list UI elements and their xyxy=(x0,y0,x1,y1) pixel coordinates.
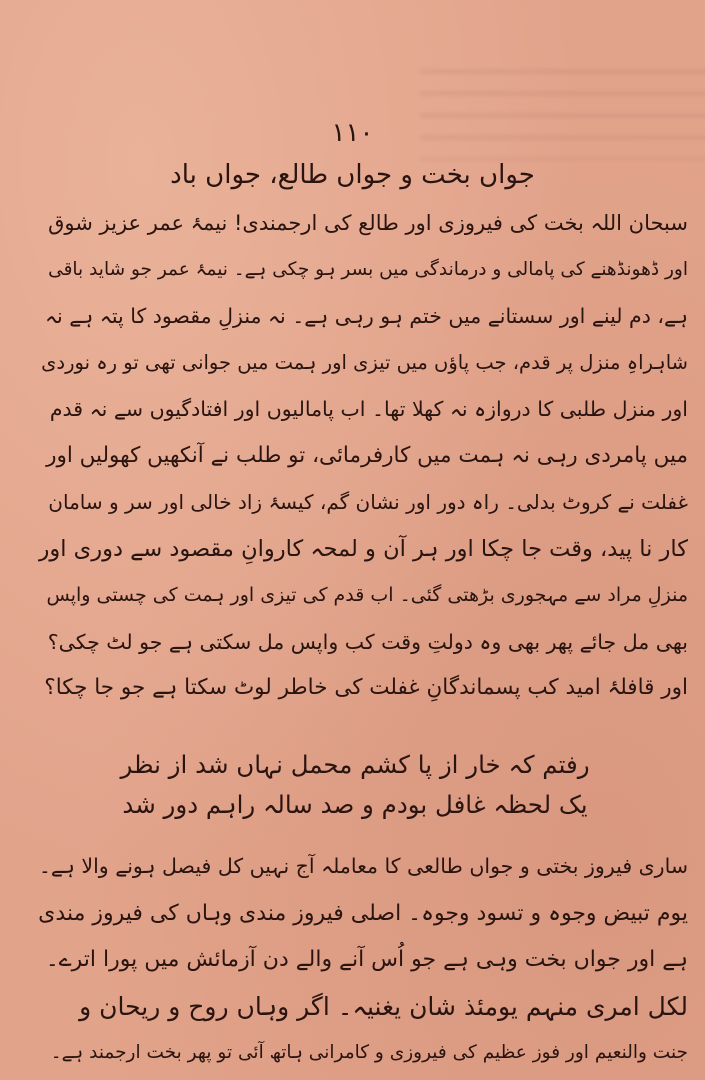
text-line: سبحان اللہ بخت کی فیروزی اور طالع کی ارجمندی! نیمۂ عمر عزیز شوق xyxy=(48,211,688,235)
page-number: ۱۱۰ xyxy=(331,118,374,148)
text-line: لکل امری منہم یومئذ شان یغنیہ۔ اگر وہاں روح و ریحان و xyxy=(79,991,688,1021)
text-line: اور قافلۂ امید کب پسماندگانِ غفلت کی خاطر لوٹ سکتا ہے جو جا چکا؟ xyxy=(44,675,688,700)
text-line: کار نا پید، وقت جا چکا اور ہر آن و لمحہ کاروانِ مقصود سے دوری اور xyxy=(38,535,688,562)
text-line: غفلت نے کروٹ بدلی۔ راہ دور اور نشان گم، کیسۂ زاد خالی اور سر و سامان xyxy=(48,490,688,514)
text-line: بھی مل جائے پھر بھی وہ دولتِ وقت کب واپس مل سکتی ہے جو لٹ چکی؟ xyxy=(47,629,688,654)
paragraph-1 xyxy=(38,200,688,712)
text-line: ہے اور جواں بخت وہی ہے جو اُس آنے والے دن آزمائش میں پورا اترے۔ xyxy=(45,947,688,972)
text-line: ساری فیروز بختی و جواں طالعی کا معاملہ آج نہیں کل فیصل ہونے والا ہے۔ xyxy=(38,854,688,878)
text-line: شاہراہِ منزل پر قدم، جب پاؤں میں تیزی اور ہمت میں جوانی تھی تو رہ نوردی xyxy=(41,350,688,374)
text-line: اور منزل طلبی کا دروازہ نہ کھلا تھا۔ اب پامالیوں اور افتادگیوں سے نہ قدم xyxy=(49,397,688,421)
text-line: یوم تبیض وجوہ و تسود وجوہ۔ اصلی فیروز مندی وہاں کی فیروز مندی xyxy=(38,900,688,926)
text-line: ہے، دم لینے اور سستانے میں ختم ہو رہی ہے۔ نہ منزلِ مقصود کا پتہ ہے نہ xyxy=(45,304,688,328)
text-line: اور ڈھونڈھنے کی پامالی و درماندگی میں بسر ہو چکی ہے۔ نیمۂ عمر جو شاید باقی xyxy=(48,258,688,280)
text-line: جنت والنعیم اور فوز عظیم کی فیروزی و کامرانی ہاتھ آئی تو پھر بخت ارجمند ہے۔ xyxy=(50,1042,688,1063)
section-heading: جواں بخت و جواں طالع، جواں باد xyxy=(170,160,535,190)
text-line: منزلِ مراد سے مہجوری بڑھتی گئی۔ اب قدم کی تیزی اور ہمت کی چستی واپس xyxy=(46,584,688,606)
verse-line: رفتم کہ خار از پا کشم محمل نہاں شد از نظر xyxy=(120,750,590,779)
text-line: میں پامردی رہی نہ ہمت میں کارفرمائی، تو طلب نے آنکھیں کھولیں اور xyxy=(46,442,688,468)
paragraph-2 xyxy=(38,845,688,1078)
verse-line: یک لحظہ غافل بودم و صد سالہ راہم دور شد xyxy=(122,790,588,819)
